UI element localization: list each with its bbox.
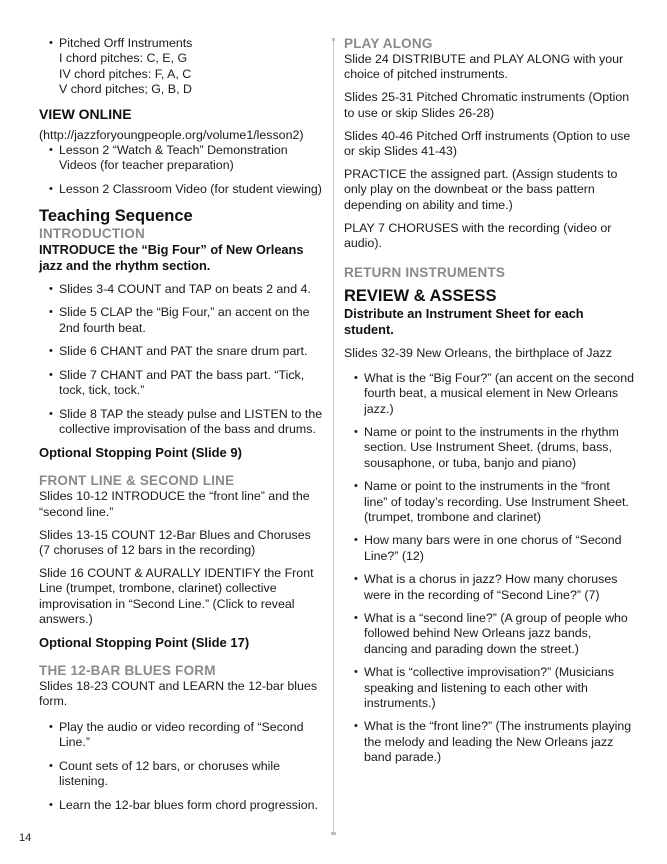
- view-online-heading: VIEW ONLINE: [39, 105, 132, 122]
- play-along-paragraph: Slides 40-46 Pitched Orff instruments (Option to use or skip Slides 41-43): [344, 128, 631, 159]
- review-questions-list: [344, 371, 634, 766]
- divider-bottom-mark: [331, 832, 336, 835]
- view-online-list: [39, 143, 324, 197]
- list-item: • Slide 8 TAP the steady pulse and LISTEN to the collective improvisation of the bass and drums.: [49, 407, 324, 438]
- blues-form-list: [39, 720, 324, 813]
- list-item: • Slide 5 CLAP the “Big Four,” an accent on the 2nd fourth beat.: [49, 305, 324, 336]
- review-assess-heading: REVIEW & ASSESS: [344, 287, 497, 306]
- blues-form-heading: THE 12-BAR BLUES FORM: [39, 663, 216, 679]
- front-line-paragraph: Slides 10-12 INTRODUCE the “front line” and the “second line.”: [39, 489, 310, 519]
- teaching-sequence-heading: Teaching Sequence: [39, 207, 193, 226]
- list-item: • What is “collective improvisation?” (Musicians speaking and listening to each other with instruments.): [354, 665, 634, 711]
- play-along-paragraph: Slide 24 DISTRIBUTE and PLAY ALONG with your choice of pitched instruments.: [344, 52, 624, 82]
- front-line-paragraph: Slide 16 COUNT & AURALLY IDENTIFY the Front Line (trumpet, trombone, clarinet) collective improvisation in “Second Line.” (Click to reveal answers.): [39, 565, 314, 627]
- list-item: • Learn the 12-bar blues form chord progression.: [49, 798, 324, 813]
- introduction-heading: INTRODUCTION: [39, 226, 145, 242]
- orff-title: • Pitched Orff Instruments: [49, 36, 324, 51]
- right-column: [344, 36, 634, 774]
- introduction-lead: INTRODUCE the “Big Four” of New Orleans jazz and the rhythm section.: [39, 242, 304, 273]
- review-lead: Distribute an Instrument Sheet for each student.: [344, 306, 584, 337]
- blues-form-paragraph: Slides 18-23 COUNT and LEARN the 12-bar blues form.: [39, 679, 318, 709]
- list-item: • Slide 6 CHANT and PAT the snare drum part.: [49, 344, 324, 359]
- front-line-paragraph: Slides 13-15 COUNT 12-Bar Blues and Choruses (7 choruses of 12 bars in the recording): [39, 527, 311, 558]
- play-along-paragraph: PLAY 7 CHORUSES with the recording (video or audio).: [344, 220, 612, 251]
- list-item: • Slides 3-4 COUNT and TAP on beats 2 and 4.: [49, 282, 324, 297]
- list-item: • How many bars were in one chorus of “Second Line?” (12): [354, 533, 634, 564]
- list-item: • Name or point to the instruments in the rhythm section. Use Instrument Sheet. (drums, bass, sousaphone, or tuba, banjo and piano): [354, 425, 634, 471]
- left-column: [39, 36, 324, 821]
- page-number: 14: [19, 832, 32, 844]
- list-item: • Name or point to the instruments in the “front line” of today’s recording. Use Instrument Sheet. (trumpet, trombone and clarinet): [354, 479, 634, 525]
- list-item: • What is the “Big Four?” (an accent on the second fourth beat, a musical element in New Orleans jazz.): [354, 371, 634, 417]
- list-item: • Lesson 2 Classroom Video (for student viewing): [49, 182, 324, 197]
- orff-pitches-list: [39, 36, 324, 98]
- list-item: • What is a chorus in jazz? How many choruses were in the recording of “Second Line?” (7): [354, 572, 634, 603]
- front-line-heading: FRONT LINE & SECOND LINE: [39, 473, 235, 489]
- column-divider: [333, 38, 334, 833]
- play-along-paragraph: PRACTICE the assigned part. (Assign students to only play on the downbeat or the bass pattern depending on ability and time.): [344, 166, 618, 212]
- introduction-list: [39, 282, 324, 437]
- review-intro: Slides 32-39 New Orleans, the birthplace of Jazz: [344, 346, 612, 361]
- play-along-heading: PLAY ALONG: [344, 36, 433, 51]
- list-item: • What is a “second line?” (A group of people who followed behind New Orleans jazz bands, dancing and parading down the street.): [354, 611, 634, 657]
- list-item: • Count sets of 12 bars, or choruses while listening.: [49, 759, 324, 790]
- orff-line: I chord pitches: C, E, G: [59, 51, 188, 66]
- play-along-paragraph: Slides 25-31 Pitched Chromatic instruments (Option to use or skip Slides 26-28): [344, 90, 630, 120]
- list-item: • Play the audio or video recording of “Second Line.”: [49, 720, 324, 751]
- orff-line: IV chord pitches: F, A, C: [59, 66, 192, 81]
- list-item: • Slide 7 CHANT and PAT the bass part. “Tick, tock, tick, tock.”: [49, 368, 324, 399]
- view-online-url[interactable]: (http://jazzforyoungpeople.org/volume1/lesson2): [39, 127, 304, 142]
- list-item: • What is the “front line?” (The instruments playing the melody and leading the New Orleans jazz band parade.): [354, 719, 634, 765]
- list-item: • Lesson 2 “Watch & Teach” Demonstration Videos (for teacher preparation): [49, 143, 324, 174]
- return-instruments-heading: RETURN INSTRUMENTS: [344, 265, 506, 281]
- optional-stop-slide-17: Optional Stopping Point (Slide 17): [39, 635, 250, 651]
- optional-stop-slide-9: Optional Stopping Point (Slide 9): [39, 445, 242, 461]
- divider-top-mark: [332, 38, 335, 41]
- orff-line: V chord pitches; G, B, D: [59, 82, 192, 97]
